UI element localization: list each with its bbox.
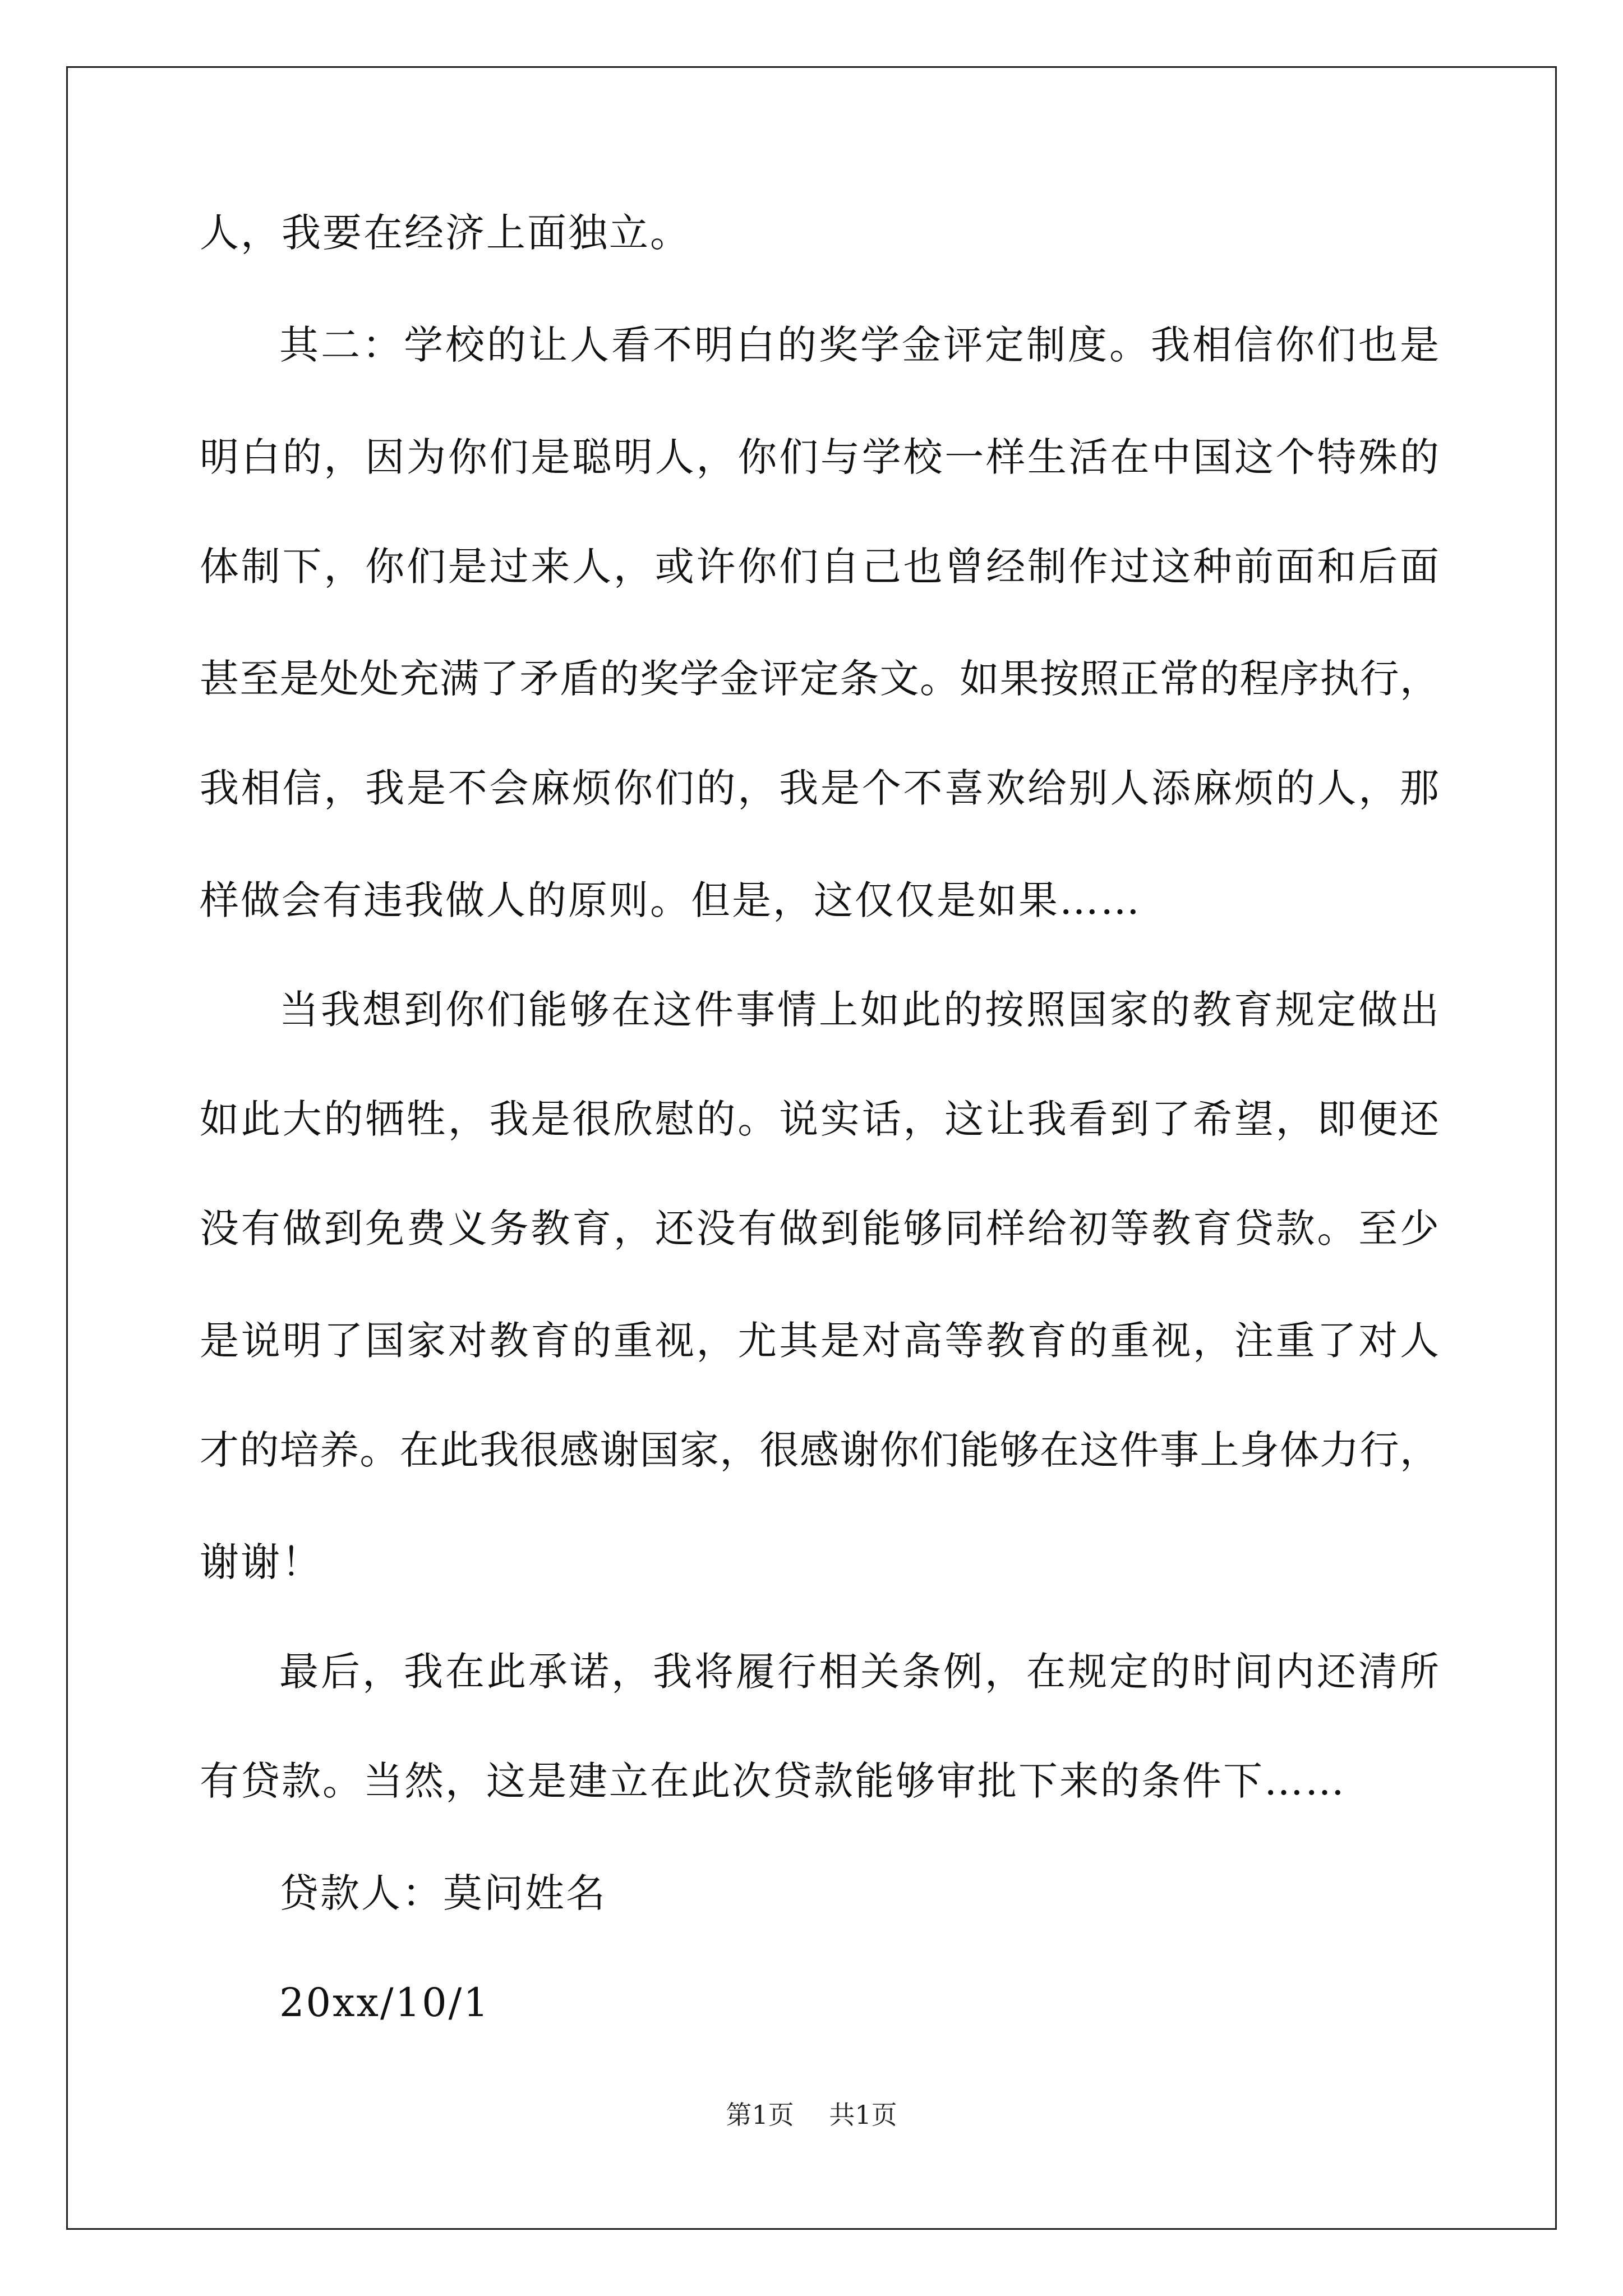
page-number-current: 第1页 [726,2100,794,2130]
body-line-3: 明白的，因为你们是聪明人，你们与学校一样生活在中国这个特殊的 [200,434,1439,480]
body-line-10: 没有做到免费义务教育，还没有做到能够同样给初等教育贷款。至少 [200,1205,1439,1251]
body-line-4: 体制下，你们是过来人，或许你们自己也曾经制作过这种前面和后面 [200,544,1439,590]
body-line-13: 谢谢！ [200,1539,322,1585]
body-line-8: 当我想到你们能够在这件事情上如此的按照国家的教育规定做出 [279,987,1439,1033]
body-line-12: 才的培养。在此我很感谢国家，很感谢你们能够在这件事上身体力行， [200,1427,1439,1473]
body-line-6: 我相信，我是不会麻烦你们的，我是个不喜欢给别人添麻烦的人，那 [200,765,1439,811]
body-line-2: 其二：学校的让人看不明白的奖学金评定制度。我相信你们也是 [279,322,1439,368]
date-line: 20xx/10/1 [279,1980,490,2026]
body-line-5: 甚至是处处充满了矛盾的奖学金评定条文。如果按照正常的程序执行， [200,656,1439,702]
body-line-7: 样做会有违我做人的原则。但是，这仅仅是如果…… [200,877,1141,923]
body-line-14: 最后，我在此承诺，我将履行相关条例，在规定的时间内还清所 [279,1649,1439,1695]
body-line-9: 如此大的牺牲，我是很欣慰的。说实话，这让我看到了希望，即便还 [200,1096,1439,1142]
body-line-1: 人，我要在经济上面独立。 [200,210,691,256]
signature-line: 贷款人：莫问姓名 [279,1870,607,1916]
body-line-15: 有贷款。当然，这是建立在此次贷款能够审批下来的条件下…… [200,1758,1346,1804]
body-line-11: 是说明了国家对教育的重视，尤其是对高等教育的重视，注重了对人 [200,1318,1439,1364]
page-number-total: 共1页 [829,2100,897,2130]
page-footer [0,2098,1623,2132]
